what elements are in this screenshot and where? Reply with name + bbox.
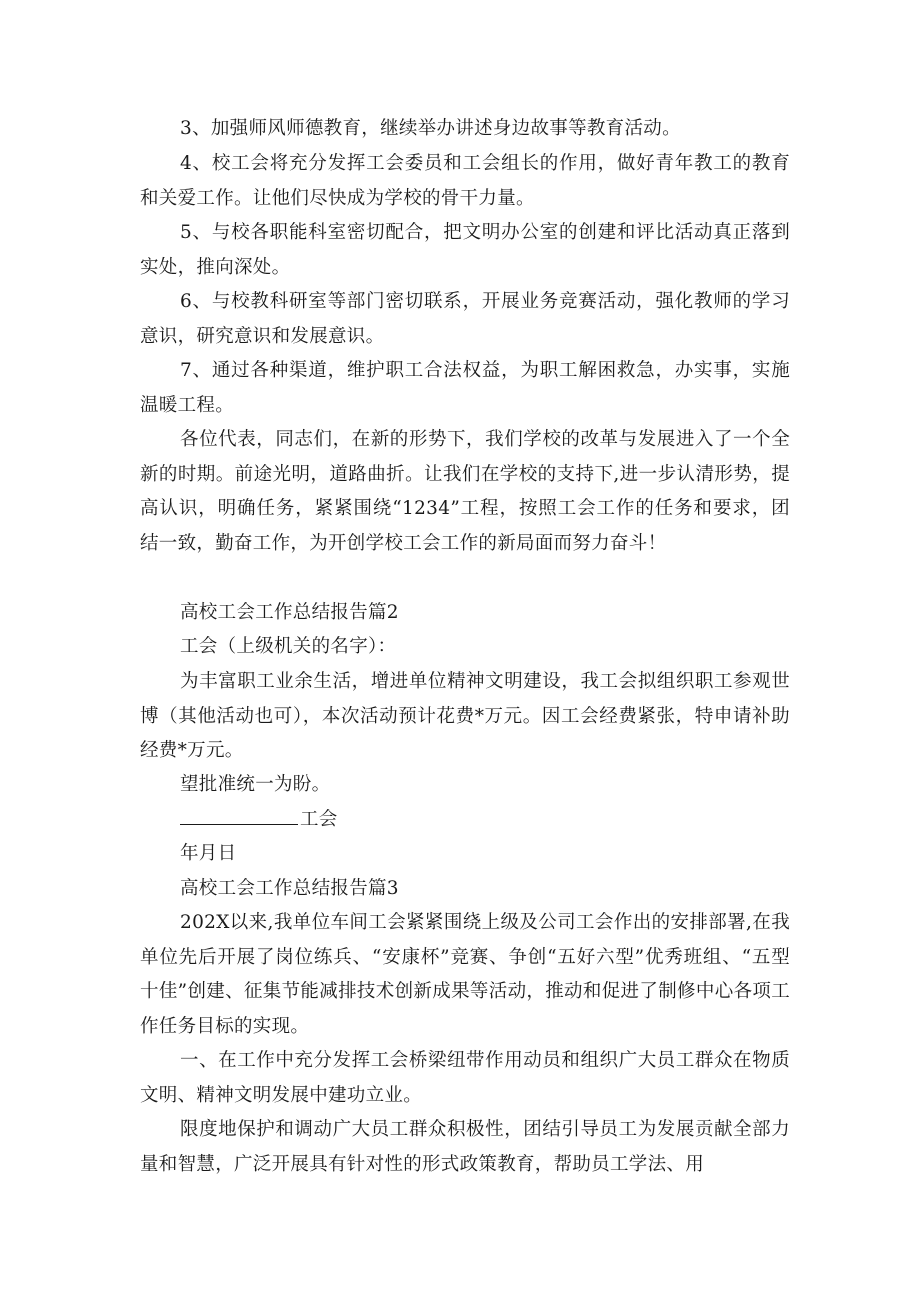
letter-request: 望批准统一为盼。	[180, 774, 331, 795]
signature-blank-line	[180, 808, 298, 825]
closing-paragraph: 各位代表，同志们，在新的形势下，我们学校的改革与发展进入了一个全新的时期。前途光明，道路曲折。让我们在学校的支持下,进一步认清形势，提高认识，明确任务，紧紧围绕“1234”工程，按照工会工作的任务和要求，团结一致，勤奋工作，为开创学校工会工作的新局面而努力奋斗！	[140, 429, 790, 554]
section-heading-3: 高校工会工作总结报告篇3	[180, 878, 399, 899]
letter-body: 为丰富职工业余生活，增进单位精神文明建设，我工会拟组织职工参观世博（其他活动也可），本次活动预计花费*万元。因工会经费紧张，特申请补助经费*万元。	[140, 671, 790, 761]
paragraph-item-4: 4、校工会将充分发挥工会委员和工会组长的作用，做好青年教工的教育和关爱工作。让他们尽快成为学校的骨干力量。	[140, 153, 790, 209]
letter-salutation: 工会（上级机关的名字）：	[180, 636, 397, 657]
paragraph-item-6: 6、与校教科研室等部门密切联系，开展业务竞赛活动，强化教师的学习意识，研究意识和发展意识。	[140, 291, 790, 347]
paragraph-item-5: 5、与校各职能科室密切配合，把文明办公室的创建和评比活动真正落到实处，推向深处。	[140, 222, 790, 278]
letter-date: 年月日	[180, 843, 237, 864]
report-intro-paragraph: 202X以来,我单位车间工会紧紧围绕上级及公司工会作出的安排部署,在我单位先后开展了岗位练兵、“安康杯”竞赛、争创“五好六型”优秀班组、“五型十佳”创建、征集节能减排技术创新成果等活动，推动和促进了制修中心各项工作任务目标的实现。	[140, 912, 790, 1037]
section-heading-2: 高校工会工作总结报告篇2	[180, 602, 399, 623]
paragraph-item-7: 7、通过各种渠道，维护职工合法权益，为职工解困救急，办实事，实施温暖工程。	[140, 360, 790, 416]
letter-signature	[180, 803, 338, 838]
paragraph-item-3: 3、加强师风师德教育，继续举办讲述身边故事等教育活动。	[180, 118, 681, 139]
report-body-paragraph: 限度地保护和调动广大员工群众积极性，团结引导员工为发展贡献全部力量和智慧，广泛开展具有针对性的形式政策教育，帮助员工学法、用	[140, 1119, 790, 1175]
signature-text: 工会	[300, 809, 338, 830]
report-point-1: 一、在工作中充分发挥工会桥梁纽带作用动员和组织广大员工群众在物质文明、精神文明发展中建功立业。	[140, 1050, 790, 1106]
